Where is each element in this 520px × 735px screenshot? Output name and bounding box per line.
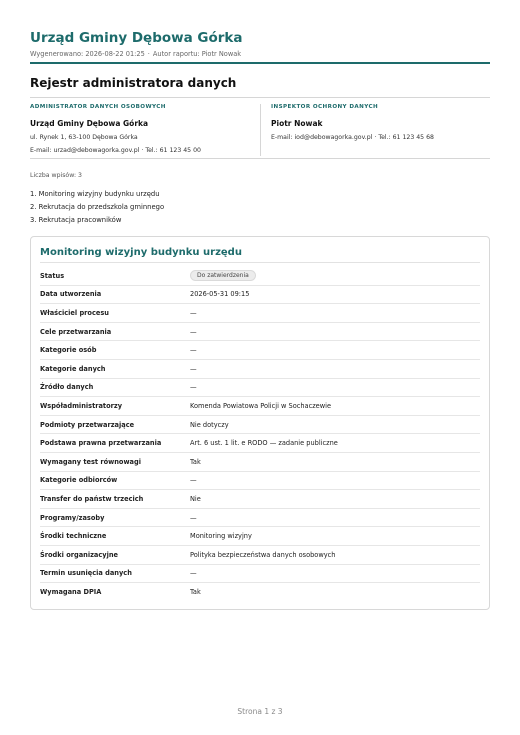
separator: · (147, 50, 150, 58)
detail-row-status (40, 267, 480, 286)
detail-label: Podstawa prawna przetwarzania (40, 439, 162, 448)
detail-value: Tak (190, 457, 201, 466)
detail-label: Data utworzenia (40, 290, 102, 299)
administrator-phone: Tel.: 61 123 45 00 (145, 147, 201, 154)
inspector-name: Piotr Nowak (271, 119, 323, 128)
administrator-contact (30, 147, 260, 154)
entry-item: 1. Monitoring wizyjny budynku urzędu (30, 190, 160, 198)
detail-value: — (190, 476, 197, 485)
administrator-section (30, 104, 260, 156)
record-title-divider (40, 262, 480, 263)
detail-label: Środki organizacyjne (40, 550, 119, 559)
report-author: Autor raportu: Piotr Nowak (152, 50, 242, 58)
detail-row (40, 546, 480, 565)
detail-label: Programy/zasoby (40, 513, 105, 522)
status-badge: Do zatwierdzenia (190, 270, 256, 281)
detail-label: Wymagana DPIA (40, 588, 102, 597)
detail-row (40, 509, 480, 528)
inspector-phone: Tel.: 61 123 45 68 (378, 134, 434, 141)
organization-title: Urząd Gminy Dębowa Górka (30, 30, 243, 46)
detail-value: — (190, 383, 197, 392)
detail-row (40, 397, 480, 416)
detail-label: Współadministratorzy (40, 401, 122, 410)
title-divider (30, 97, 490, 98)
inspector-contact (271, 134, 490, 141)
detail-value: Nie (190, 494, 201, 503)
administrator-heading: ADMINISTRATOR DANYCH OSOBOWYCH (30, 104, 166, 110)
detail-value: — (190, 364, 197, 373)
detail-value: Tak (190, 588, 201, 597)
detail-row (40, 490, 480, 509)
detail-row (40, 565, 480, 584)
detail-label: Cele przetwarzania (40, 327, 112, 336)
detail-value: — (190, 308, 197, 317)
entries-count: Liczba wpisów: 3 (30, 172, 82, 179)
detail-label: Kategorie osób (40, 346, 97, 355)
detail-row (40, 472, 480, 491)
detail-value: Nie dotyczy (190, 420, 229, 429)
detail-value: Monitoring wizyjny (190, 532, 252, 541)
detail-label: Źródło danych (40, 383, 94, 392)
administrator-address: ul. Rynek 1, 63-100 Dębowa Górka (30, 134, 138, 141)
separator: · (141, 147, 144, 154)
detail-value-cell (190, 270, 480, 281)
detail-label: Wymagany test równowagi (40, 457, 141, 466)
generated-timestamp: Wygenerowano: 2026-08-22 01:25 (30, 50, 145, 58)
document-title: Rejestr administratora danych (30, 76, 237, 90)
detail-value: — (190, 346, 197, 355)
record-card (30, 236, 490, 610)
page-number: Strona 1 z 3 (237, 707, 283, 716)
detail-value: Komenda Powiatowa Policji w Sochaczewie (190, 401, 332, 410)
generation-info (30, 50, 241, 58)
detail-value: 2026-05-31 09:15 (190, 290, 250, 299)
detail-row (40, 341, 480, 360)
detail-value: Art. 6 ust. 1 lit. e RODO — zadanie publiczne (190, 439, 338, 448)
record-details (40, 267, 480, 602)
detail-row (40, 583, 480, 602)
header-divider (30, 62, 490, 64)
detail-label: Kategorie odbiorców (40, 476, 118, 485)
detail-label: Termin usunięcia danych (40, 569, 132, 578)
detail-row (40, 527, 480, 546)
detail-label: Transfer do państw trzecich (40, 494, 144, 503)
detail-value: — (190, 513, 197, 522)
detail-label: Podmioty przetwarzające (40, 420, 135, 429)
inspector-section (260, 104, 490, 156)
detail-value: — (190, 569, 197, 578)
detail-label: Środki techniczne (40, 532, 107, 541)
detail-label: Kategorie danych (40, 364, 106, 373)
administrator-email: E-mail: urzad@debowagorka.gov.pl (30, 147, 140, 154)
detail-label: Status (40, 271, 65, 280)
entries-list (30, 188, 164, 227)
entry-item: 3. Rekrutacja pracowników (30, 216, 122, 224)
detail-row (40, 304, 480, 323)
detail-row (40, 453, 480, 472)
entry-item: 2. Rekrutacja do przedszkola gminnego (30, 203, 165, 211)
inspector-email: E-mail: iod@debowagorka.gov.pl (271, 134, 373, 141)
record-title: Monitoring wizyjny budynku urzędu (40, 247, 242, 258)
inspector-heading: INSPEKTOR OCHRONY DANYCH (271, 104, 379, 110)
detail-row (40, 323, 480, 342)
detail-row (40, 286, 480, 305)
separator: · (374, 134, 377, 141)
detail-label: Właściciel procesu (40, 308, 109, 317)
parties-divider (30, 158, 490, 159)
detail-row (40, 416, 480, 435)
detail-value: Polityka bezpieczeństwa danych osobowych (190, 550, 336, 559)
detail-row (40, 360, 480, 379)
detail-row (40, 379, 480, 398)
detail-value: — (190, 327, 197, 336)
detail-row (40, 434, 480, 453)
administrator-name: Urząd Gminy Dębowa Górka (30, 119, 149, 128)
